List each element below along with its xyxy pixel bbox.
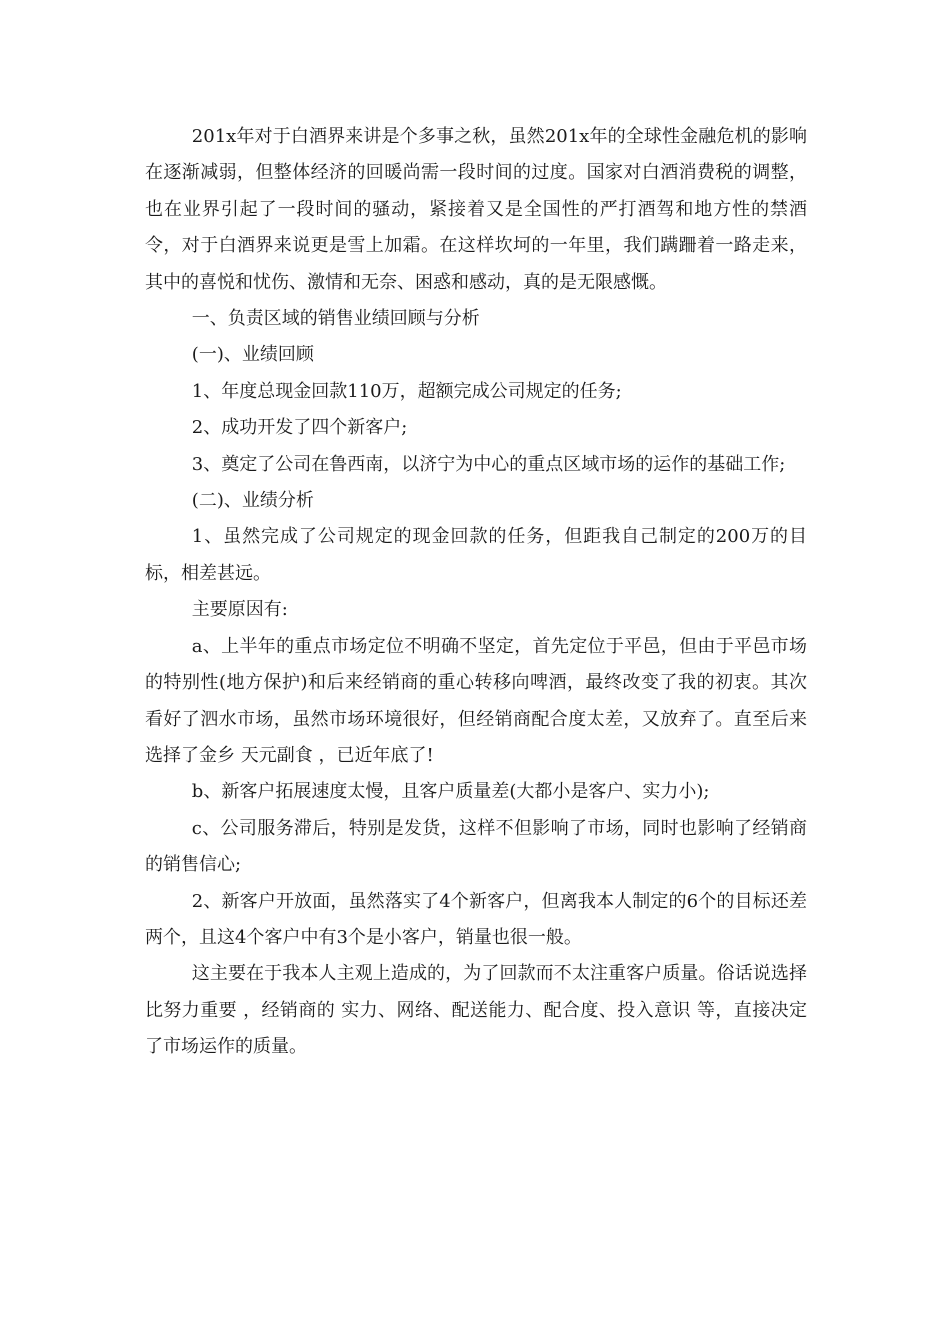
section-heading-1: 一、负责区域的销售业绩回顾与分析 [191, 308, 480, 330]
review-item-2: 2、成功开发了四个新客户; [191, 417, 408, 439]
analysis-item-1: 1、虽然完成了公司规定的现金回款的任务，但距我自己制定的200万的目标，相差甚远。 [145, 526, 807, 584]
subsection-heading-analysis: (二)、业绩分析 [191, 490, 314, 512]
subsection-heading-review: (一)、业绩回顾 [191, 344, 314, 366]
reason-b: b、新客户拓展速度太慢，且客户质量差(大都小是客户、实力小); [191, 781, 710, 803]
reason-a: a、上半年的重点市场定位不明确不坚定，首先定位于平邑，但由于平邑市场的特别性(地方保护)和后来经销商的重心转移向啤酒，最终改变了我的初衷。其次看好了泗水市场，虽然市场环境很好，但经销商配合度太差，又放弃了。直至后来选择了金乡 天元副食 ，已近年底了! [145, 635, 807, 766]
document-body [145, 119, 807, 1066]
review-item-3: 3、奠定了公司在鲁西南，以济宁为中心的重点区域市场的运作的基础工作; [191, 453, 786, 475]
intro-paragraph: 201x年对于白酒界来讲是个多事之秋，虽然201x年的全球性金融危机的影响在逐渐减弱，但整体经济的回暖尚需一段时间的过度。国家对白酒消费税的调整，也在业界引起了一段时间的骚动，紧接着又是全国性的严打酒驾和地方性的禁酒令，对于白酒界来说更是雪上加霜。在这样坎坷的一年里，我们蹒跚着一路走来，其中的喜悦和忧伤、激情和无奈、困惑和感动，真的是无限感慨。 [145, 126, 807, 293]
analysis-item-2: 2、新客户开放面，虽然落实了4个新客户，但离我本人制定的6个的目标还差两个，且这4个客户中有3个是小客户，销量也很一般。 [145, 890, 807, 948]
review-item-1: 1、年度总现金回款110万，超额完成公司规定的任务; [191, 380, 622, 402]
reason-c: c、公司服务滞后，特别是发货，这样不但影响了市场，同时也影响了经销商的销售信心; [145, 817, 807, 876]
main-reasons-label: 主要原因有: [191, 599, 288, 621]
conclusion-paragraph: 这主要在于我本人主观上造成的，为了回款而不太注重客户质量。俗话说选择比努力重要 ，经销商的 实力、网络、配送能力、配合度、投入意识 等，直接决定了市场运作的质量。 [145, 963, 807, 1058]
